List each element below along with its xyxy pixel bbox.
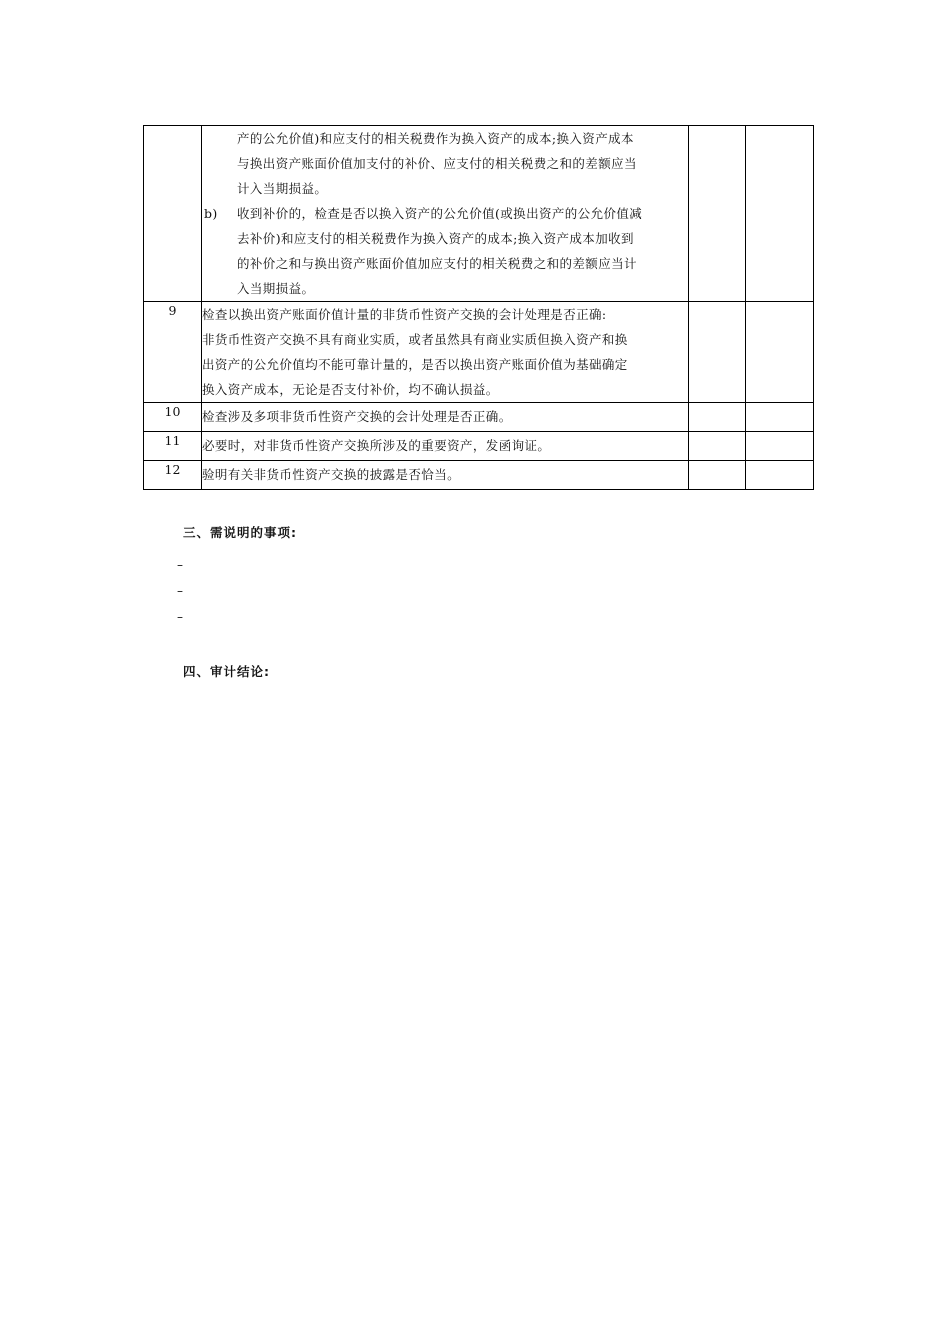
table-row — [144, 126, 814, 302]
text-line: 非货币性资产交换不具有商业实质，或者虽然具有商业实质但换入资产和换 — [202, 332, 628, 347]
text-line: 的补价之和与换出资产账面价值加应支付的相关税费之和的差额应当计 — [237, 256, 637, 271]
table-row — [144, 432, 814, 461]
reference-cell[interactable] — [746, 302, 814, 403]
table-row — [144, 403, 814, 432]
text-line: 收到补价的，检查是否以换入资产的公允价值(或换出资产的公允价值减 — [237, 206, 643, 221]
audit-procedure-table — [143, 125, 814, 490]
reference-cell[interactable] — [746, 432, 814, 461]
text-line: 产的公允价值)和应支付的相关税费作为换入资产的成本;换入资产成本 — [237, 131, 634, 146]
text-line: 计入当期损益。 — [237, 181, 328, 196]
row-number: 10 — [144, 403, 202, 432]
check-cell[interactable] — [689, 126, 746, 302]
procedure-content: 必要时，对非货币性资产交换所涉及的重要资产，发函询证。 — [202, 432, 689, 461]
row-number: 9 — [144, 302, 202, 403]
procedure-content — [202, 302, 689, 403]
reference-cell[interactable] — [746, 126, 814, 302]
reference-cell[interactable] — [746, 461, 814, 490]
text-line: 出资产的公允价值均不能可靠计量的，是否以换出资产账面价值为基础确定 — [202, 357, 628, 372]
text-line: 检查以换出资产账面价值计量的非货币性资产交换的会计处理是否正确: — [202, 307, 607, 322]
check-cell[interactable] — [689, 302, 746, 403]
check-cell[interactable] — [689, 403, 746, 432]
sub-item-marker: b) — [204, 206, 218, 221]
procedure-content: 检查涉及多项非货币性资产交换的会计处理是否正确。 — [202, 403, 689, 432]
row-number: 12 — [144, 461, 202, 490]
section-3-heading: 三、需说明的事项: — [183, 525, 297, 540]
text-line: 与换出资产账面价值加支付的补价、应支付的相关税费之和的差额应当 — [237, 156, 637, 171]
check-cell[interactable] — [689, 432, 746, 461]
text-line: 入当期损益。 — [237, 281, 315, 296]
row-number — [144, 126, 202, 302]
reference-cell[interactable] — [746, 403, 814, 432]
text-line: 换入资产成本，无论是否支付补价，均不确认损益。 — [202, 382, 499, 397]
table-row — [144, 302, 814, 403]
procedure-content: 验明有关非货币性资产交换的披露是否恰当。 — [202, 461, 689, 490]
row-number: 11 — [144, 432, 202, 461]
section-4-heading: 四、审计结论: — [183, 664, 270, 679]
check-cell[interactable] — [689, 461, 746, 490]
blank-item-marker: – — [177, 584, 183, 598]
text-line: 去补价)和应支付的相关税费作为换入资产的成本;换入资产成本加收到 — [237, 231, 634, 246]
table-row — [144, 461, 814, 490]
sub-item-b — [202, 201, 688, 301]
blank-item-marker: – — [177, 610, 183, 624]
procedure-content — [202, 126, 689, 302]
blank-item-marker: – — [177, 558, 183, 572]
